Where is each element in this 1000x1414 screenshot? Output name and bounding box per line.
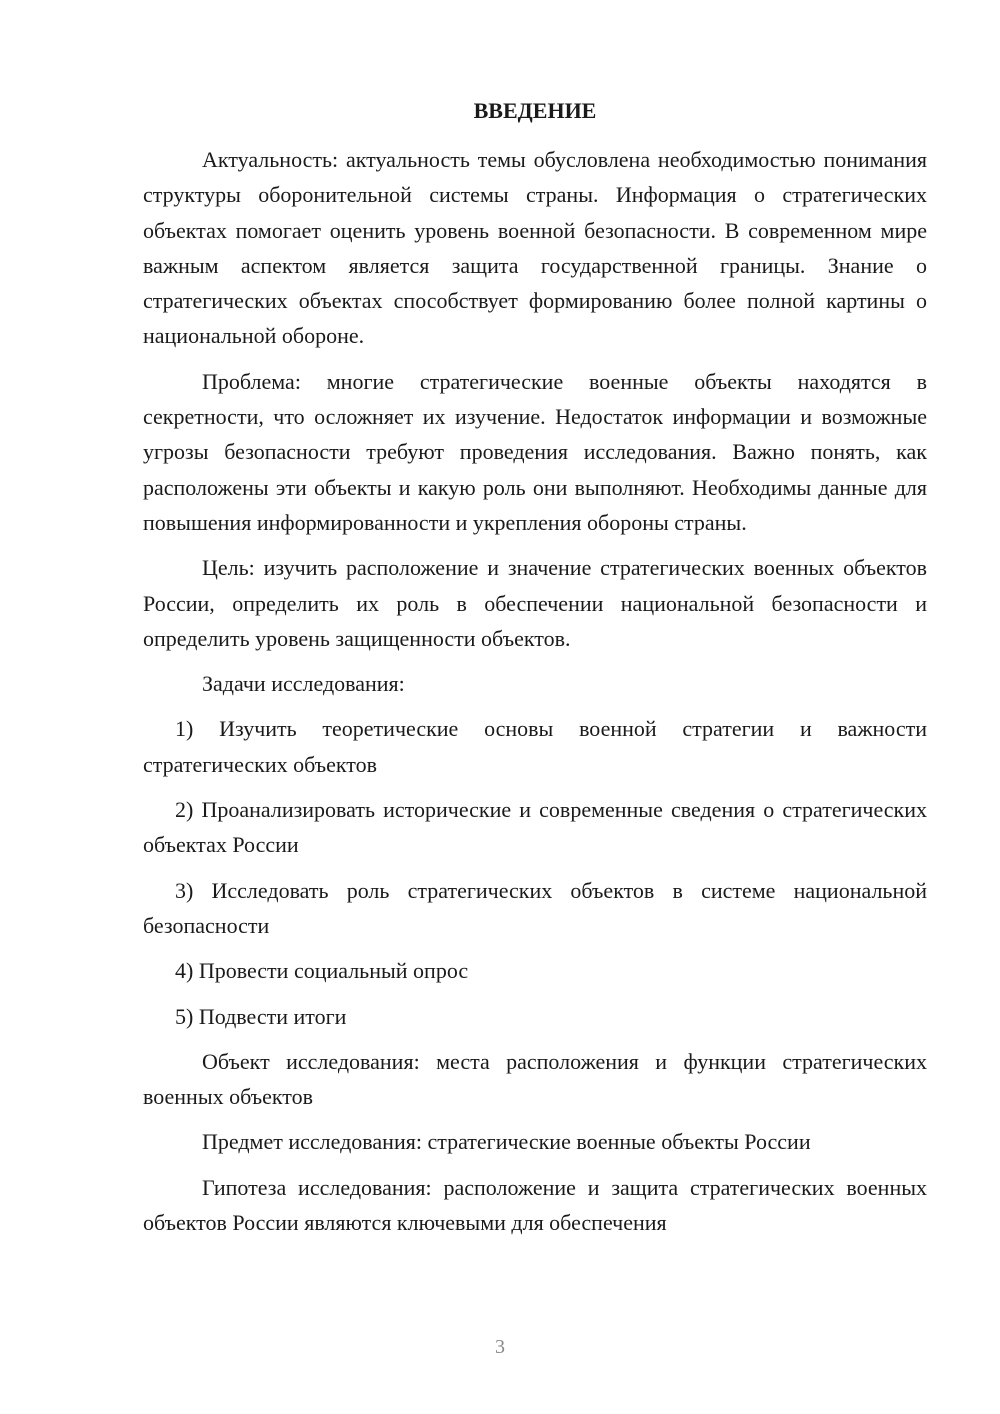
task-item-2: 2) Проанализировать исторические и современные сведения о стратегических объектах России (143, 797, 927, 858)
paragraph-hypothesis: Гипотеза исследования: расположение и защита стратегических военных объектов России являются ключевыми для обеспечения (143, 1174, 927, 1236)
task-item-4: 4) Провести социальный опрос (175, 958, 469, 984)
page-number: 3 (495, 1336, 505, 1358)
task-item-5: 5) Подвести итоги (175, 1003, 347, 1029)
task-item-1: 1) Изучить теоретические основы военной стратегии и важности стратегических объектов (143, 716, 927, 777)
section-title: ВВЕДЕНИЕ (473, 98, 597, 123)
paragraph-relevance: Актуальность: актуальность темы обусловлена необходимостью понимания структуры оборонительной системы страны. Информация о стратегических объектах помогает оценить уровень военной безопасности. В современном мире важным аспектом является защита государственной границы. Знание о стратегических объектах способствует формированию более полной картины о национальной обороне. (143, 147, 927, 349)
paragraph-subject: Предмет исследования: стратегические военные объекты России (202, 1129, 811, 1155)
tasks-heading: Задачи исследования: (202, 671, 405, 697)
paragraph-goal: Цель: изучить расположение и значение стратегических военных объектов России, определить их роль в обеспечении национальной безопасности и определить уровень защищенности объектов. (143, 555, 927, 651)
document-body (143, 142, 927, 1250)
task-item-3: 3) Исследовать роль стратегических объектов в системе национальной безопасности (143, 877, 927, 938)
paragraph-problem: Проблема: многие стратегические военные объекты находятся в секретности, что осложняет их изучение. Недостаток информации и возможные угрозы безопасности требуют проведения исследования. Важно понять, как расположены эти объекты и какую роль они выполняют. Необходимы данные для повышения информированности и укрепления обороны страны. (143, 368, 927, 535)
paragraph-object: Объект исследования: места расположения и функции стратегических военных объектов (143, 1048, 927, 1110)
